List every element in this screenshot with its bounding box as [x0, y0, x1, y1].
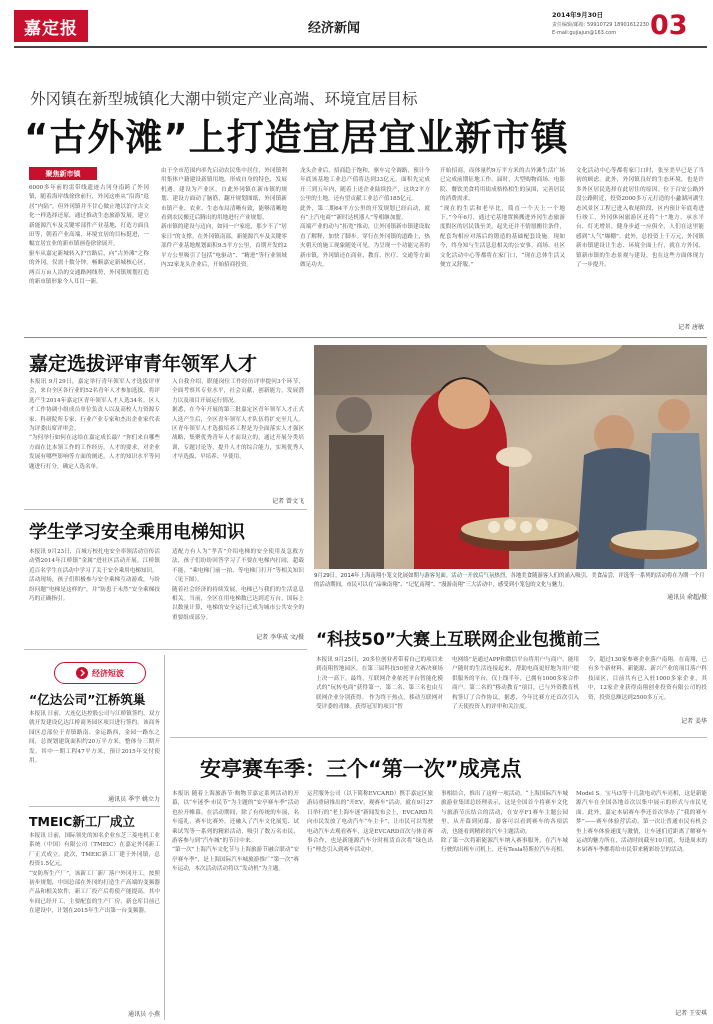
briefs-label: 经济短波 [92, 668, 124, 678]
car-column-3: 事相结合，推出了这样一项活动。“上海国际汽车城旅游业集团总经理表示，这是全国首个将赛车文化与旅游节庆结合的活动，在安亭F1赛车主题公园里，从开幕到闭幕，游客可以看到赛车的各项活动，也能看到精彩的汽车主题活动。 除了第一次将新能源汽车纳入赛事服务，在汽车城行驶的出租车司机上，还有Tesla特斯拉汽车亮相。 [441, 791, 568, 854]
safety-byline: 记者 李华成 文/摄 [256, 634, 304, 641]
lead-divider [24, 337, 707, 338]
lead-column-2: 由于全市范围内率先启动农民集中居住，外冈镇利用集体户籍建设新镇用地，形成自身的特色，发展机遇。建设为产业区，自此外冈镇在新市镇的规划、建设方面动了脑筋，翻开规划图纸，外冈镇新市镇产业、农业、生态布局清晰有致，能够清晰地看到农民搬迁后腾出的用地进行产业规划。 新市镇的建设与迈向，如同一户家庭，那少不了“居家日”的支撑。在外冈镇南部，新能源汽车及关键零部件产业基地规划面积9.5平方公里，首期开发的2平方公里吸引了包括“电驱动”、“精进”等行业领域内32家龙头企业后，开始招商投资。 [161, 168, 287, 269]
lead-column-5: 文化活动中心等都将家门口时，张至美早已是了当初的顾虑。此外，外冈镇良好的生态环境，也是许多外区居民选择在此居住的原因。位于百安公路外段公路附近，投资2000多万元打造的小蠡湖河湖生态风景区工程已进入收尾阶段，区内预计年底将进行竣工，外冈休闲旅游区还将“十”地方，承水平台，灯光增景，健身步道一应俱全，人们在这里能感到“人气”爆棚”。此外，总投资上千万元，外冈镇新市镇建设让生态、环境全面上行，就在方外冈，镇新市镇的生态景观与建设，也在这些方面体现力了一步提升。 [576, 168, 704, 269]
briefs-badge [54, 662, 146, 684]
section-title: 经济新闻 [308, 21, 361, 36]
issue-date: 2014年9月30日 [552, 11, 604, 19]
page-number: 03 [650, 10, 688, 41]
lead-headline: “古外滩”上打造宜居宜业新市镇 [24, 116, 569, 159]
car-column-2: 运营服务公司（以下简称EVCARD）携手嘉定区旅游局重磅推出的“开EV，观赛车”活动。就在9月27日举行的“老上海车迷”新闻发布会上，EVCARD共向市民发放了电动汽车“车主卡”，让市民可以驾驶电动汽车去观看赛车，这是EVCARD首次与体育赛事合作，也是新能源汽车分时租赁首次将“绿色出行”理念引入到赛车活动中。 [307, 791, 433, 854]
brief-divider [29, 806, 160, 807]
sci-headline: “科技50”大赛上互联网企业包揽前三 [316, 630, 601, 650]
editor-email: E-mail:gujiajun@163.com [552, 30, 617, 36]
safety-headline: 学生学习安全乘用电梯知识 [29, 522, 245, 543]
lead-kicker: 外冈镇在新型城镇化大潮中锁定产业高端、环境宜居目标 [30, 90, 418, 108]
safety-column-2: 适配方有人为“孝苦”介绍电梯的安全使用及急救方法，孩子们纷纷回答学习了不要在电梯内打闹，超载不能，“乘电梯门前一拍、等电梯门打开”等相关知识（见下图）。 随着社会经济的持续发展，电梯已与我们的生活息息相关。当前，全区在用电梯数已达到近万台，国际上以数量计算，电梯的安全运行已成为城市公共安全的重要组成部分。 [172, 549, 304, 621]
youth-column-2: 入自我介绍，职能岗位工作经历评审提问3个环节，全面考察其专业水平，社会贡献，创新能力，发展潜力以及项目开展运行情况。 据悉，在今年开展的第三批嘉定区青年领军人才正式人选产生后，全区青年领军人才队伍将扩充至几人。区青年领军人才选拔培养工程是为全面落实人才强区战略，集聚优秀青年人才而设立的，通过开展分类培训，专题讨论等，提升人才的综合能力，实现优秀人才早选拔、早培养、早使用。 [172, 379, 304, 461]
lead-column-4: 开始招商，而体量约9万平方米的古外滩生活广场已完成前期征地工作。届时，大型购物商场、电影院、餐饮美食将用街成格格相生的氛围，完善居民的消费需求。 “现在的生活和老早比，简直一个天上一个地下。”今年6月，通过宅基地置换搬进外冈生态旅游度假区的居民钱至美，起先还并不情愿搬往条件，配套均相应对落后的锻造的基础配套设施。现如今，终身知与生活息息相关的公安事、商场、社区文化活动中心等都将在家门口，“现在总体生活又便宜又舒服。” [440, 168, 565, 269]
sci-column-2: 电网络”是通过APP和微信平台将用户与商户、能用户随时的生活连接起来，帮助电商更好地为用户提供服务的平台，仅上线半年，已拥有1000多家合作商户。第二名的“移动教育”项目，已与外资教育机构签订了合作协议。据悉，今年比赛方还首次引入了天使投资人的评审和关注度。 [452, 657, 579, 711]
sci-column-3: 令，超过130家参赛企业落户南翔。在南翔，已有多个新材料、新能源、新兴产业的项目落户科技园区，目前共有已入驻1000多家企业，其中，12家企业获得南翔创业投资有限公司的投资，投资总额达到2500多万元。 [588, 657, 707, 701]
safety-divider [24, 649, 307, 650]
briefs-column-rule [164, 655, 165, 1020]
editor-contact: 责任编辑/邮箱: 59910729 18901612230 [552, 22, 649, 28]
brief-b-text: 本报讯 日前，国际领先的知名企业东芝三菱电机工业系统（中国）有限公司（TMEIC）在嘉定外冈新工厂正式成立。此次，TMEIC新工厂建于外冈镇，总投资1.5亿元。 “安防所生产厂”，该新工厂新厂落户外冈开工，按照初步规划，中国总部在外冈的打造生产高端的变频器产品和相关软件，新工厂投产后将使产能提高，其中车间已经开工，主要配套的生产厂房、新仓库目前已在建设中，计划在2015年生产出第一台变频器。 [29, 833, 160, 915]
lead-section-tag: 聚焦新市镇 [29, 167, 97, 180]
sci-divider [170, 737, 707, 738]
youth-headline: 嘉定选拔评审青年领军人才 [29, 353, 258, 375]
masthead-rule [14, 46, 707, 48]
lead-column-1: 6000多年前的雷带线遗迹古冈身南跨了外冈镇，随着海岸线徐徐前行，外冈这座从“沿海”退居“内陆”。但外冈镇并不甘心做止地以泊守古文化一样选择还原，通过推动生态旅游发展，建立新能源汽车及关键零部件产业基地，打造方面良田等，朝着产业高端、环境宜居的目标挺进，一幅宜居宜业的新市镇画卷徐徐展开。 驱车从嘉定新城转入沪宜路后，向“古外滩”之称的外冈，仅需十数分钟。畅顺嘉定新城核心区，两百万亩人沿的交通路网线势，外冈镇规划打造的新市镇形象今人耳目一新。 [29, 185, 149, 286]
youth-column-1: 本报讯 9月29日，嘉定举行青年领军人才选拔评审会，来自全区各行业的52名青年人才参加选拔，将评选产生2014年嘉定区青年领军人才人选34名。区人才工作协调小组成员单位负责人以及高校人力资源专家、科研院所专家、行业产业专家和杰出企业家代表为评委出席评审会。 “为何举行如何在这给在嘉定成长最？”你们来自哪些方面在比本领工作的工作经历，人才的要求，对企业发展有哪些影响等方面的阐述，人才的知识水平等问题进行打分，确定人选名单。 [29, 379, 160, 470]
news-photo [314, 345, 707, 569]
lead-byline: 记者 唐敏 [678, 324, 704, 331]
car-column-1: 本报讯 随着上海旅游节·购物节嘉定系列活动的开幕，以“车迷季·市民节”为主题的“安亭赛车季”活动也拉开帷幕。在活动期间，除了有传统的车展，名车巡礼，赛车比赛外，还融入了汽车文化展览、试乘试驾等一系列的精彩活动，吸引了数万名市民、游客参与到“汽车城”的节日中来。 “第一次”上海汽车文化节与上海旅游节融合联动“安亭赛车季”，是上海国际汽车城旅游推广“第一次”赛车运动，本次活动活动将以“发动机”为主题。 [172, 791, 299, 873]
photo-credit: 通讯员 俞超/摄 [667, 594, 707, 601]
brief-a-text: 本报讯 日前，大连亿达控股公司与江桥镇签约，双方就开发建设亿达江桥商务园区项目进行签约。该商务园区总部位于青镇路南、金运路西，金园一路东之间，总规划建筑面积约20万平方米，整体分三期开发，其中一期工程47平方米，预计2015年交付使用。 [29, 711, 160, 765]
photo-illustration [314, 345, 707, 569]
lead-column-3: 龙头企业后，招商趋于饱和，驱车完全调路，预计今年底该基地工业总产值将达到33亿元，面积先完成开三到五年内，随着上述企业陆续投产，这块2平方公里的土地，还有望贡献工业总产值185亿元。 此外，第二期64平方公里的开发规划已经启动，就有“上汽电商”“新时达机器人”等相继加盟。 高端产业的动与“拓宽”推动，让外冈镇新市镇建设取直了解释，加快了脚步。穿行在外冈镇的道路上，热火朝天的施工现象随处可见。为呈现一个功能完善的新市镇，外冈镇还在商业、教育、医疗、交通等方面做足功夫。 [300, 168, 430, 269]
brief-b-title: TMEIC新工厂成立 [29, 814, 135, 829]
photo-caption: 9月29日，2014年上海南翔小笼文化展如期与游客见面。活动一开放后气氛热烈，各地美食随游客人们的涌入吸引，美食品尝，评选等一系列的活动将在为期一个月的活动期间，市民可以在“品味南翔”、“记忆南翔”、“漫游南翔”三大活动中，感受到小笼包的文化与魅力。 [314, 573, 705, 588]
sci-byline: 记者 姜华 [681, 718, 707, 725]
briefs-icon [76, 667, 88, 679]
sci-column-1: 本报讯 9月25日，20多位创业者带着自己的项目来到南翔智地园区，在第三届科技50创业大赛决赛场上决一高下。最终，互联网企业依托平台智能化模式的“玩转电商”获得第一，第二名、第三名也由互联网企业分别获得。 作为终于热点，移动互联网对受评委的青睐。获得冠军的项目“智 [316, 657, 443, 711]
brief-a-title: “亿达公司”江桥筑巢 [29, 692, 146, 707]
car-column-4: Model S。宝马i3等十几款电动汽车亮相，这是新能源汽车在全国各地首次以集中展示的形式与市民见面。此外，嘉定本届赛车季还首次举办了“我的赛车梦”——赛车体验营活动，第一次让普通市民有机会坐上赛车体验速度与激情，让车迷们近距离了解赛车运动的魅力所在，活动时间截至10月底，每逢周末的本届赛车季都将给市民带来精彩纷呈的活动。 [576, 791, 707, 854]
safety-column-1: 本报讯 9月23日，百城万校扎电安全率领活动宣传活动暨2014年江桥镇“金属”进社区活动开展。江桥镇近百名学生在活动中学习了关于安全乘用电梯知识。 活动现场，孩子们积极参与安全乘梯互动游戏，与纷纷问题“电梯是这样的”，并“防患于未然”安全乘梯技巧的正确指引。 [29, 549, 160, 603]
car-headline: 安亭赛车季：三个“第一次”成亮点 [200, 757, 522, 781]
brief-a-byline: 通讯员 季宇 姚立力 [108, 796, 160, 803]
brief-b-byline: 通讯员 小燕 [128, 1011, 160, 1018]
car-byline: 记者 王安琪 [675, 1010, 707, 1017]
chevron-right-icon [76, 667, 88, 679]
newspaper-logo: 嘉定报 [14, 10, 88, 42]
youth-divider [24, 509, 307, 510]
youth-byline: 记者 曾文飞 [272, 498, 304, 505]
